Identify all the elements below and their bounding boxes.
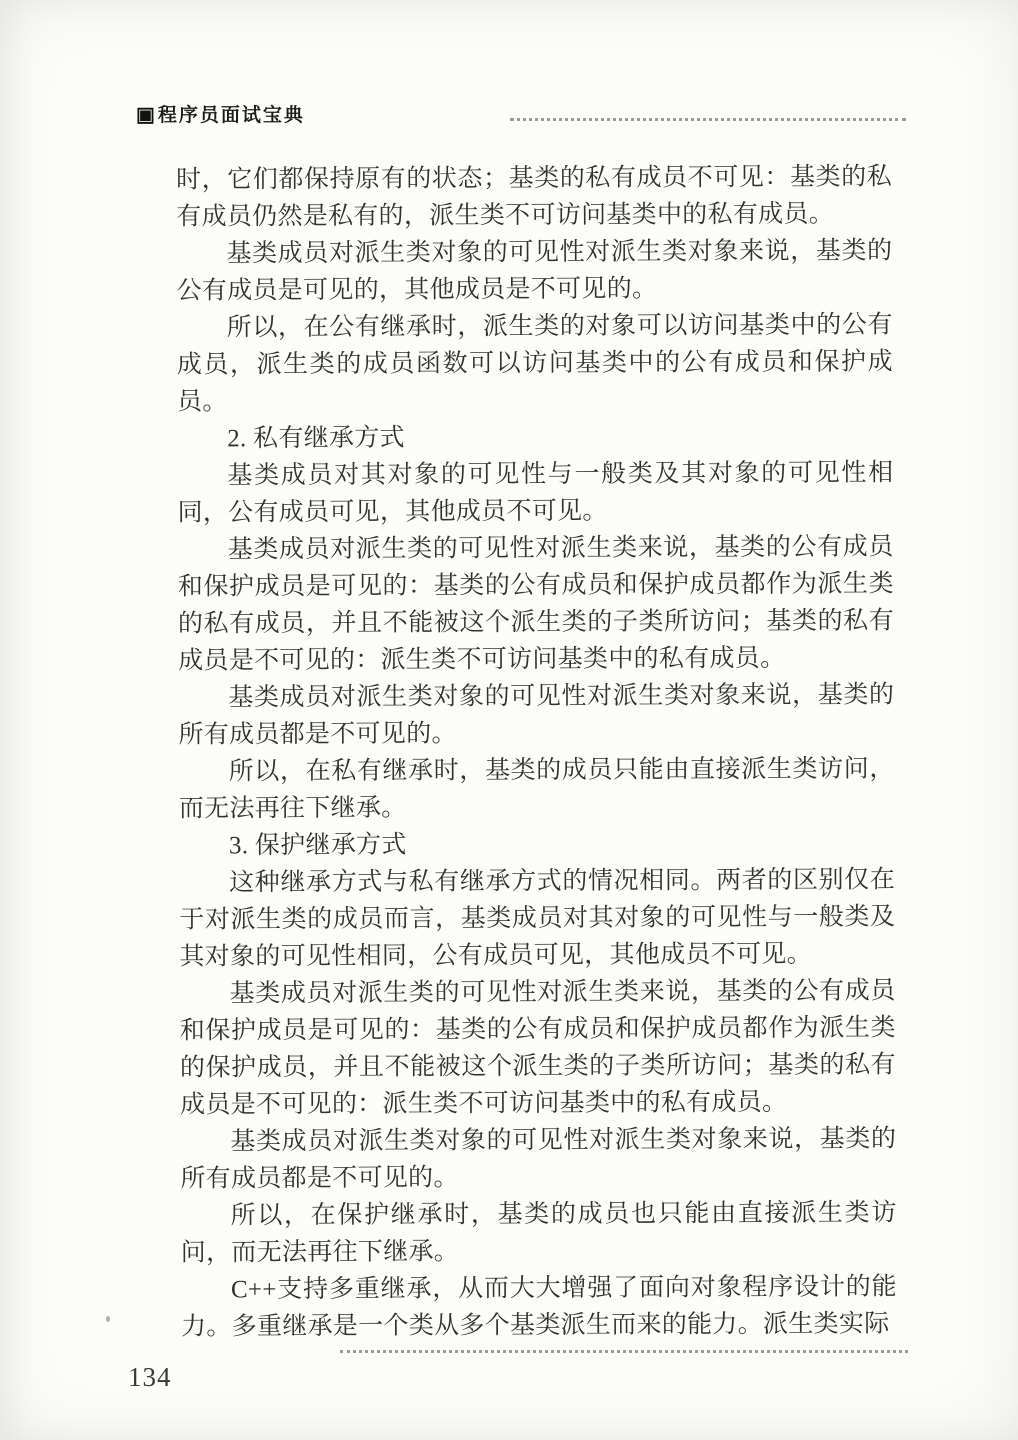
paragraph: 基类成员对派生类的可见性对派生类来说，基类的公有成员和保护成员是可见的：基类的公有成员和保护成员都作为派生类的私有成员，并且不能被这个派生类的子类所访问；基类的私有成员是不可见的：派生类不可访问基类中的私有成员。 xyxy=(177,533,895,675)
paragraph: 基类成员对其对象的可见性与一般类及其对象的可见性相同，公有成员可见，其他成员不可见。 xyxy=(177,459,894,527)
paragraph: 基类成员对派生类对象的可见性对派生类对象来说，基类的所有成员都是不可见的。 xyxy=(178,681,895,749)
page-footer xyxy=(128,1344,908,1393)
paragraph: 所以，在公有继承时，派生类的对象可以访问基类中的公有成员，派生类的成员函数可以访问基类中的公有成员和保护成员。 xyxy=(176,311,893,416)
footer-dotted-rule xyxy=(340,1344,908,1353)
section-heading-private-inheritance: 2. 私有继承方式 xyxy=(227,424,405,453)
paragraph: 这种继承方式与私有继承方式的情况相同。两者的区别仅在于对派生类的成员而言，基类成员对其对象的可见性与一般类及其对象的可见性相同，公有成员可见，其他成员不可见。 xyxy=(179,866,896,971)
paragraph-continuation: 时，它们都保持原有的状态；基类的私有成员不可见：基类的私有成员仍然是私有的，派生类不可访问基类中的私有成员。 xyxy=(176,163,893,231)
paragraph: 基类成员对派生类的可见性对派生类来说，基类的公有成员和保护成员是可见的：基类的公有成员和保护成员都作为派生类的保护成员，并且不能被这个派生类的子类所访问；基类的私有成员是不可见的：派生类不可访问基类中的私有成员。 xyxy=(179,977,897,1119)
page-number: 134 xyxy=(128,1362,172,1392)
page-header xyxy=(136,100,906,127)
paragraph: 基类成员对派生类对象的可见性对派生类对象来说，基类的公有成员是可见的，其他成员是不可见的。 xyxy=(176,237,893,305)
scan-speck xyxy=(106,1316,110,1322)
paragraph: 基类成员对派生类对象的可见性对派生类对象来说，基类的所有成员都是不可见的。 xyxy=(180,1125,897,1193)
paragraph: 所以，在保护继承时，基类的成员也只能由直接派生类访问，而无法再往下继承。 xyxy=(180,1199,897,1267)
paragraph: C++支持多重继承，从而大大增强了面向对象程序设计的能力。多重继承是一个类从多个基类派生而来的能力。派生类实际 xyxy=(181,1273,897,1341)
header-dotted-rule xyxy=(510,106,906,121)
paragraph: 所以，在私有继承时，基类的成员只能由直接派生类访问，而无法再往下继承。 xyxy=(178,755,895,823)
section-heading-protected-inheritance: 3. 保护继承方式 xyxy=(228,831,407,860)
series-logo-icon: ▣ xyxy=(136,104,155,126)
book-title: 程序员面试宝典 xyxy=(157,105,305,126)
page-body xyxy=(176,158,897,1345)
